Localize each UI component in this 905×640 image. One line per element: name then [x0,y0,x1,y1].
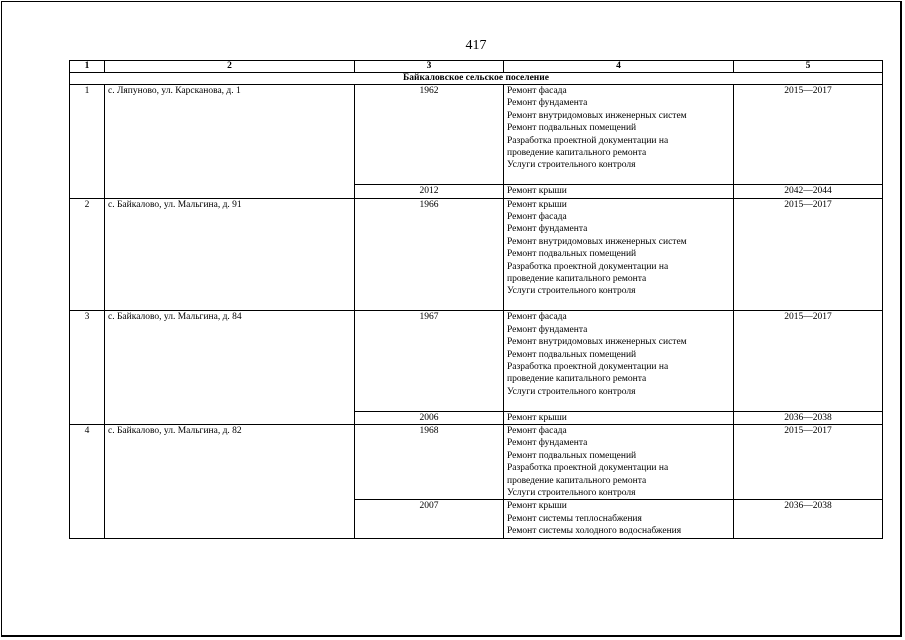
section-title: Байкаловское сельское поселение [70,73,883,85]
period-cell: 2015—2017 [734,424,883,499]
work-item: Ремонт фундамента [507,98,588,109]
work-item: Услуги строительного контроля [507,160,636,171]
row-number: 4 [70,424,105,538]
header-col-1: 1 [70,61,105,73]
work-item: Ремонт подвальных помещений [507,450,637,461]
work-item: Ремонт фасада [507,86,567,96]
year-cell: 1962 [355,85,504,185]
work-item: проведение капитального ремонта [507,148,647,159]
works-cell [504,424,734,499]
work-item: Ремонт крыши [507,501,567,512]
work-item: Услуги строительного контроля [507,386,636,397]
header-row [70,61,883,73]
work-item: Ремонт внутридомовых инженерных систем [507,110,687,121]
table-row [70,424,883,499]
year-cell: 1967 [355,311,504,411]
work-item: Разработка проектной документации на [507,463,669,474]
period-cell: 2042—2044 [734,185,883,198]
row-number: 2 [70,198,105,311]
table-row [70,311,883,411]
work-item: Услуги строительного контроля [507,286,636,297]
year-cell: 1968 [355,424,504,499]
work-item: Ремонт внутридомовых инженерных систем [507,337,687,348]
work-item: Ремонт системы теплоснабжения [507,513,642,524]
year-cell: 2006 [355,411,504,424]
period-cell: 2015—2017 [734,198,883,311]
row-number: 1 [70,85,105,199]
header-col-3: 3 [355,61,504,73]
address-cell: с. Байкалово, ул. Мальгина, д. 91 [105,198,355,311]
works-cell [504,85,734,185]
work-item: Ремонт фасада [507,312,567,323]
address-cell: с. Ляпуново, ул. Карсканова, д. 1 [105,85,355,199]
works-cell [504,411,734,424]
period-cell: 2036—2038 [734,411,883,424]
cell-spacer [507,298,730,310]
row-number: 3 [70,311,105,425]
work-item: проведение капитального ремонта [507,475,647,486]
period-cell: 2036—2038 [734,500,883,538]
table-row [70,198,883,311]
header-col-4: 4 [504,61,734,73]
work-item: Ремонт фасада [507,212,567,223]
works-cell [504,500,734,538]
work-item: Ремонт крыши [507,412,567,423]
works-cell [504,198,734,311]
work-item: проведение капитального ремонта [507,274,647,285]
period-cell: 2015—2017 [734,85,883,185]
header-col-2: 2 [105,61,355,73]
work-item: Ремонт крыши [507,186,567,197]
year-cell: 1966 [355,198,504,311]
cell-spacer [507,172,730,184]
period-cell: 2015—2017 [734,311,883,411]
work-item: Услуги строительного контроля [507,487,636,498]
works-cell [504,311,734,411]
work-item: Ремонт подвальных помещений [507,249,637,260]
header-col-5: 5 [734,61,883,73]
cell-spacer [507,398,730,410]
works-cell [504,185,734,198]
work-item: Разработка проектной документации на [507,261,669,272]
year-cell: 2007 [355,500,504,538]
table-row [70,85,883,185]
work-item: Ремонт внутридомовых инженерных систем [507,236,687,247]
work-item: Ремонт крыши [507,199,567,210]
address-cell: с. Байкалово, ул. Мальгина, д. 82 [105,424,355,538]
work-item: Ремонт подвальных помещений [507,123,637,134]
work-item: Ремонт системы холодного водоснабжения [507,526,682,537]
work-item: Ремонт фундамента [507,224,588,235]
work-item: Разработка проектной документации на [507,361,669,372]
page-number: 417 [465,38,487,53]
repair-schedule-table [69,60,883,539]
work-item: Ремонт подвальных помещений [507,349,637,360]
year-cell: 2012 [355,185,504,198]
work-item: Разработка проектной документации на [507,135,669,146]
work-item: Ремонт фундамента [507,324,588,335]
work-item: проведение капитального ремонта [507,374,647,385]
address-cell: с. Байкалово, ул. Мальгина, д. 84 [105,311,355,425]
work-item: Ремонт фундамента [507,438,588,449]
work-item: Ремонт фасада [507,425,567,436]
section-row [70,73,883,85]
